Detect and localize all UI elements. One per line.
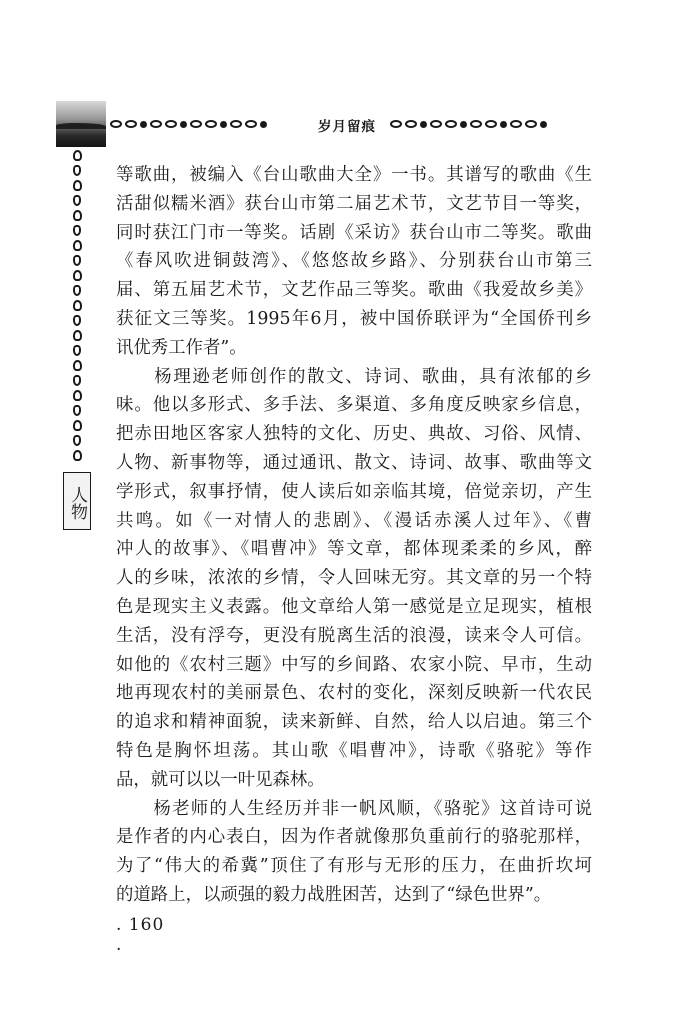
text-line: 为了“伟大的希冀”顶住了有形与无形的压力，在曲折坎坷 (116, 856, 592, 877)
ornament-swirl-icon (73, 420, 82, 431)
ornament-swirl-icon (230, 120, 242, 128)
ornament-swirl-icon (245, 120, 257, 128)
ornament-swirl-icon (150, 120, 162, 128)
paragraph (116, 363, 592, 795)
ornament-swirl-icon (73, 165, 81, 176)
section-title: 岁月留痕 (318, 119, 376, 135)
ornament-swirl-icon (165, 120, 177, 128)
paragraph (116, 795, 592, 910)
text-line: 色是现实主义表露。他文章给人第一感觉是立足现实，植根 (116, 596, 592, 617)
ornament-swirl-icon (500, 121, 507, 128)
ornament-swirl-icon (140, 121, 147, 128)
text-line: 《春风吹进铜鼓湾》、《悠悠故乡路》、分别获台山市第三 (116, 251, 592, 272)
ornament-swirl-icon (525, 120, 537, 128)
ornament-swirl-icon (405, 120, 417, 128)
ornament-swirl-icon (205, 120, 217, 128)
ornament-swirl-icon (420, 121, 427, 128)
paragraph (116, 161, 592, 363)
text-line: 同时获江门市一等奖。话剧《采访》获台山市二等奖。歌曲 (116, 222, 592, 243)
ornament-swirl-icon (73, 450, 82, 461)
text-line: 的道路上，以顽强的毅力战胜困苦，达到了“绿色世界”。 (116, 884, 552, 905)
ornament-swirl-icon (540, 121, 547, 128)
ornament-swirl-icon (470, 120, 482, 128)
ornament-swirl-icon (220, 121, 227, 128)
ornament-swirl-icon (73, 300, 82, 311)
text-line: 获征文三等奖。1995年6月，被中国侨联评为“全国侨刊乡 (116, 308, 592, 329)
text-line: 学形式，叙事抒情，使人读后如亲临其境，倍觉亲切，产生 (116, 481, 592, 502)
ornament-swirl-icon (180, 121, 187, 128)
ornament-swirl-icon (73, 150, 82, 161)
text-line: 冲人的故事》、《唱曹冲》等文章，都体现柔柔的乡风，醉 (116, 539, 592, 560)
article-body (116, 161, 592, 910)
ornament-swirl-icon (73, 315, 81, 326)
header-ornament-right (390, 118, 590, 130)
ornament-swirl-icon (73, 330, 82, 341)
ornament-swirl-icon (485, 120, 497, 128)
ornament-swirl-icon (125, 120, 137, 128)
ornament-swirl-icon (73, 180, 82, 191)
text-line: 人的乡味，浓浓的乡情，令人回味无穷。其文章的另一个特 (116, 568, 592, 589)
ornament-swirl-icon (430, 120, 442, 128)
ornament-swirl-icon (73, 210, 82, 221)
ornament-swirl-icon (73, 195, 81, 206)
landscape-photo-icon (56, 101, 106, 147)
text-line: 味。他以多形式、多手法、多渠道、多角度反映家乡信息， (116, 395, 592, 416)
ornament-swirl-icon (73, 435, 81, 446)
page-number: . 160 . (116, 915, 165, 955)
text-line: 如他的《农村三题》中写的乡间路、农家小院、早市，生动 (116, 654, 592, 675)
text-line: 品，就可以以一叶见森林。 (116, 769, 325, 790)
side-ornament-bottom (71, 535, 83, 545)
ornament-swirl-icon (510, 120, 522, 128)
ornament-swirl-icon (73, 285, 81, 296)
ornament-swirl-icon (190, 120, 202, 128)
side-ornament-top (71, 150, 83, 465)
ornament-swirl-icon (260, 121, 267, 128)
ornament-swirl-icon (73, 375, 81, 386)
text-line: 杨老师的人生经历并非一帆风顺，《骆驼》这首诗可说 (116, 798, 592, 819)
ornament-swirl-icon (445, 120, 457, 128)
ornament-swirl-icon (73, 270, 82, 281)
ornament-swirl-icon (73, 255, 81, 266)
text-line: 杨理逊老师创作的散文、诗词、歌曲，具有浓郁的乡 (116, 366, 592, 387)
header-ornament-left (110, 118, 310, 130)
ornament-swirl-icon (73, 345, 81, 356)
text-line: 的追求和精神面貌，读来新鲜、自然，给人以启迪。第三个 (116, 712, 592, 733)
text-line: 等歌曲，被编入《台山歌曲大全》一书。其谱写的歌曲《生 (116, 165, 592, 185)
ornament-swirl-icon (110, 120, 122, 128)
side-category-label: 人物 (63, 472, 91, 530)
ornament-swirl-icon (73, 240, 82, 251)
ornament-swirl-icon (73, 360, 82, 371)
text-line: 生活，没有浮夸，更没有脱离生活的浪漫，读来令人可信。 (116, 625, 592, 646)
text-line: 把赤田地区客家人独特的文化、历史、典故、习俗、风情、 (116, 424, 592, 445)
text-line: 人物、新事物等，通过通讯、散文、诗词、故事、歌曲等文 (116, 452, 592, 473)
ornament-swirl-icon (73, 390, 82, 401)
text-line: 讯优秀工作者”。 (116, 337, 247, 358)
ornament-swirl-icon (73, 405, 81, 416)
text-line: 是作者的内心表白，因为作者就像那负重前行的骆驼那样， (116, 827, 592, 848)
ornament-swirl-icon (73, 225, 81, 236)
text-line: 共鸣。如《一对情人的悲剧》、《漫话赤溪人过年》、《曹 (116, 510, 592, 531)
text-line: 特色是胸怀坦荡。其山歌《唱曹冲》，诗歌《骆驼》等作 (116, 740, 592, 761)
text-line: 届、第五届艺术节，文艺作品三等奖。歌曲《我爱故乡美》 (116, 280, 592, 301)
text-line: 地再现农村的美丽景色、农村的变化，深刻反映新一代农民 (116, 683, 592, 704)
ornament-swirl-icon (390, 120, 402, 128)
ornament-swirl-icon (460, 121, 467, 128)
text-line: 活甜似糯米酒》获台山市第二届艺术节，文艺节目一等奖， (116, 193, 592, 214)
